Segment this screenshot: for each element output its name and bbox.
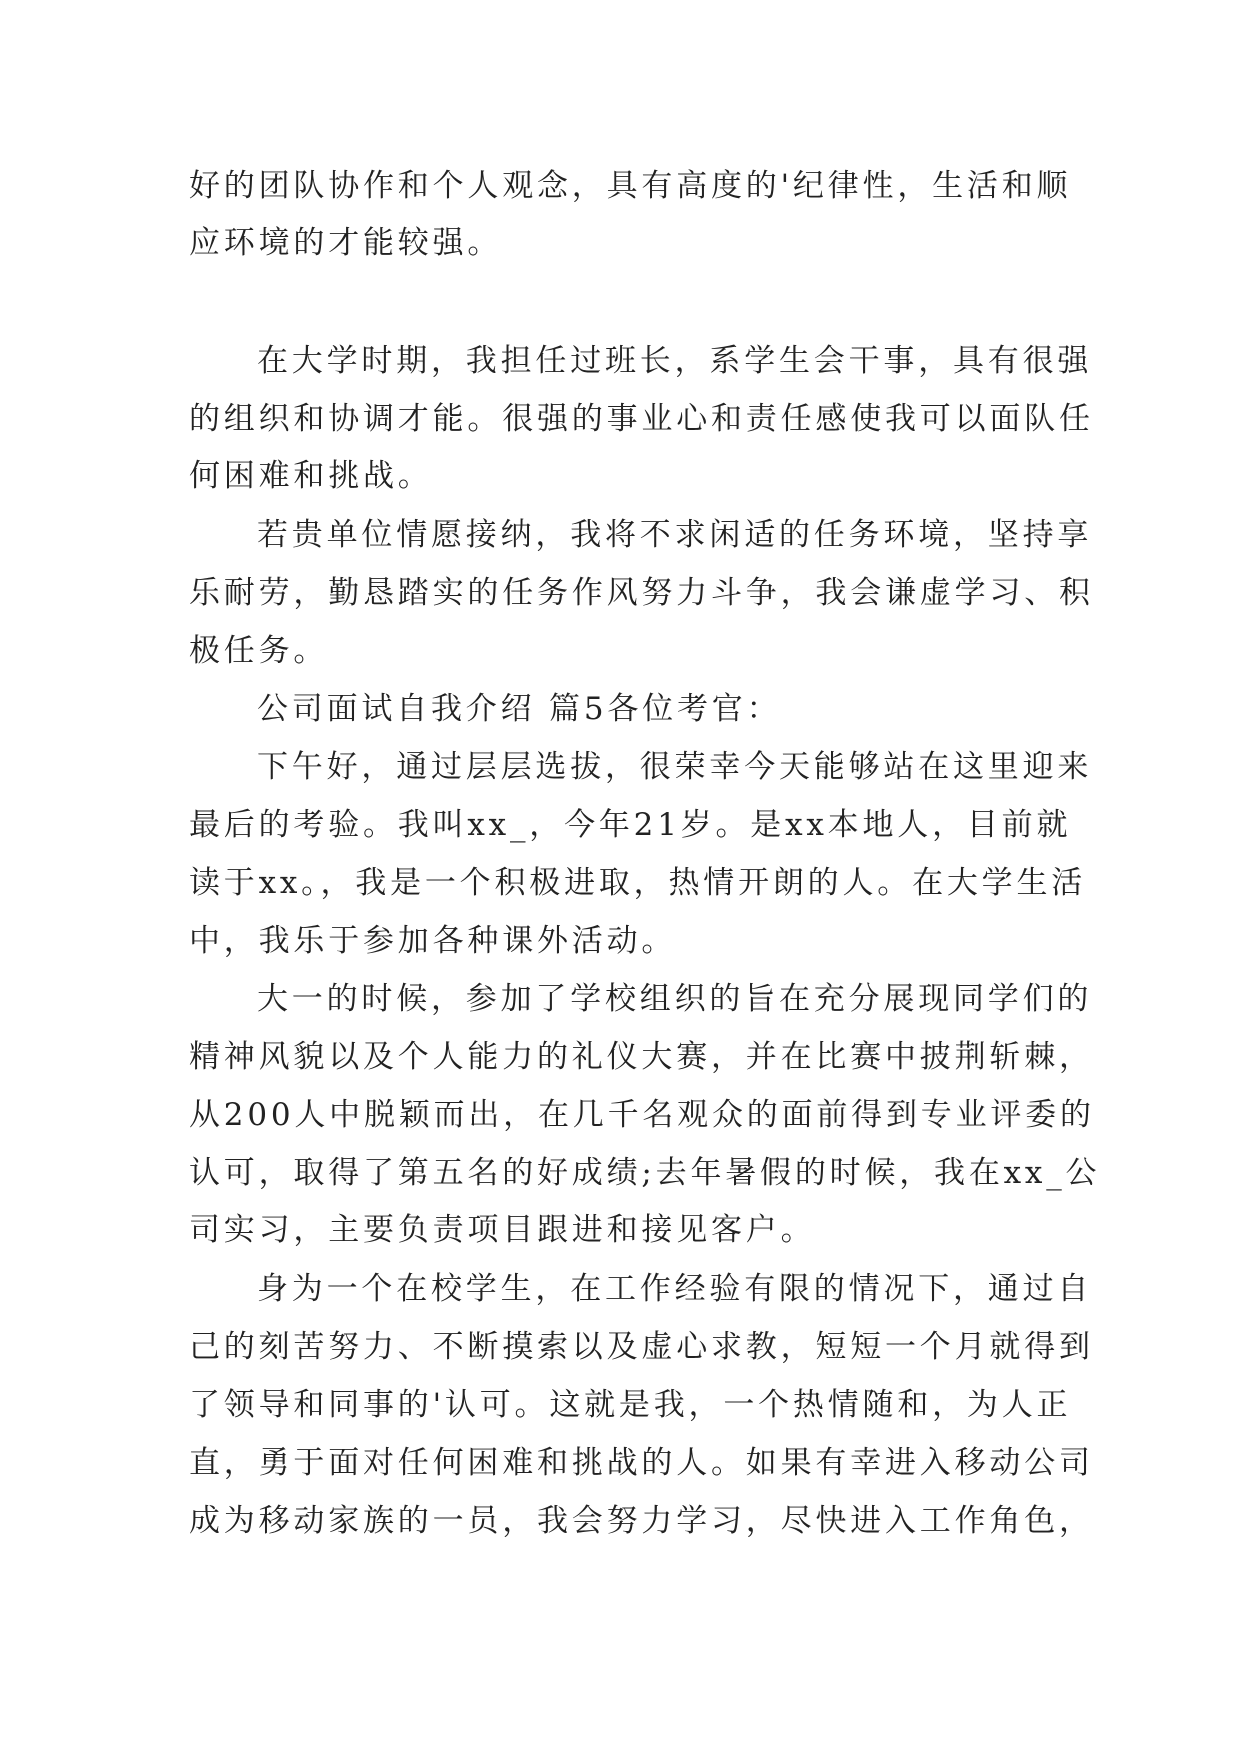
paragraph-first-line: 下午好，通过层层选拔，很荣幸今天能够站在这里迎来 xyxy=(257,749,1093,785)
paragraph-first-line: 身为一个在校学生，在工作经验有限的情况下，通过自 xyxy=(257,1271,1093,1307)
text-line: 好的团队协作和个人观念，具有高度的'纪律性，生活和顺 xyxy=(189,168,1072,204)
text-line: 极任务。 xyxy=(189,633,329,669)
text-line: 从200人中脱颖而出，在几千名观众的面前得到专业评委的 xyxy=(189,1097,1095,1133)
text-line: 乐耐劳，勤恳踏实的任务作风努力斗争，我会谦虚学习、积 xyxy=(189,575,1094,611)
text-line: 司实习，主要负责项目跟进和接见客户。 xyxy=(189,1212,816,1248)
text-line: 应环境的才能较强。 xyxy=(189,225,503,261)
text-line: 读于xx。，我是一个积极进取，热情开朗的人。在大学生活 xyxy=(189,865,1087,901)
text-line: 成为移动家族的一员，我会努力学习，尽快进入工作角色， xyxy=(189,1503,1094,1539)
text-line: 了领导和同事的'认可。这就是我，一个热情随和，为人正 xyxy=(189,1387,1072,1423)
text-line: 己的刻苦努力、不断摸索以及虚心求教，短短一个月就得到 xyxy=(189,1329,1094,1365)
text-line: 中，我乐于参加各种课外活动。 xyxy=(189,923,677,959)
text-line: 何困难和挑战。 xyxy=(189,458,433,494)
text-line: 精神风貌以及个人能力的礼仪大赛，并在比赛中披荆斩棘， xyxy=(189,1039,1094,1075)
paragraph-first-line: 在大学时期，我担任过班长，系学生会干事，具有很强 xyxy=(257,343,1093,379)
text-line: 的组织和协调才能。很强的事业心和责任感使我可以面队任 xyxy=(189,401,1094,437)
text-line: 认可，取得了第五名的好成绩;去年暑假的时候，我在xx_公 xyxy=(189,1155,1101,1191)
section-heading: 公司面试自我介绍 篇5各位考官： xyxy=(257,691,782,727)
paragraph-first-line: 若贵单位情愿接纳，我将不求闲适的任务环境，坚持享 xyxy=(257,517,1093,553)
text-line: 最后的考验。我叫xx_，今年21岁。是xx本地人，目前就 xyxy=(189,807,1072,843)
text-line: 直，勇于面对任何困难和挑战的人。如果有幸进入移动公司 xyxy=(189,1445,1094,1481)
paragraph-first-line: 大一的时候，参加了学校组织的旨在充分展现同学们的 xyxy=(257,981,1093,1017)
